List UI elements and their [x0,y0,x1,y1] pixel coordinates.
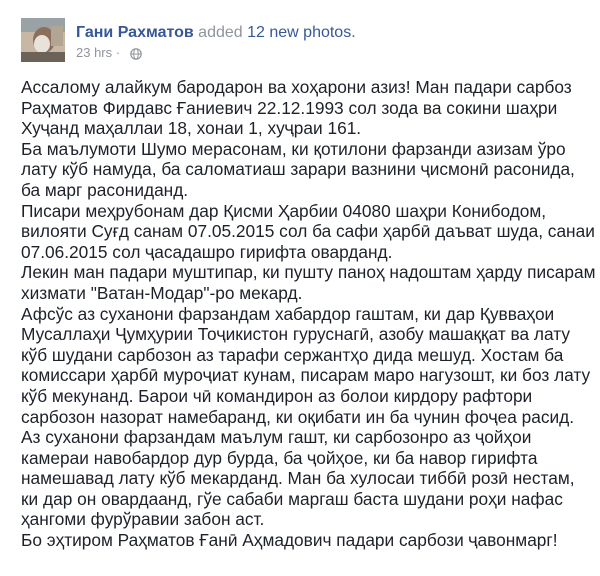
post-body [21,77,596,551]
post-paragraph: Бо эҳтиром Раҳматов Ғанӣ Аҳмадович падари сарбози ҷавонмарг! [21,530,558,551]
meta-separator: · [115,45,121,60]
post-paragraph: Афсўс аз суханони фарзандам хабардор гаштам, ки дар Қувваҳои Мусаллаҳи Ҷумҳурии Тоҷикистон гуруснагӣ, азобу машаққат ва лату кўб шудани сарбозон аз тарафи сержантҳо дида мешуд. Хостам ба комиссари ҳарбӣ муроҷиат кунам, писарам маро нагузошт, ки боз лату кўб мекунанд. Барои чӣ командирон аз болои кирдору рафтори сарбозон назорат намебаранд, ки оқибати ин ба чунин фоҷеа расид. Аз суханони фарзандам маълум гашт, ки сарбозонро аз ҷойҳои камераи навобардор дур бурда, ба ҷойҳое, ки ба навор гирифта намешавад лату кўб мекарданд. Ман ба хулосаи тиббӣ розӣ нестам, ки дар он овардаанд, гўе сабаби маргаш баста шудани роҳи нафас ҳангоми фурўравии забон аст. [21,303,591,530]
post-meta [76,45,142,64]
post-paragraph: Ба маълумоти Шумо мерасонам, ки қотилони фарзанди азизам ўро лату кўб намуда, ба саломатиаш зарари вазнини ҷисмонӣ расонида, ба марг расониданд. [21,138,575,200]
post-paragraph: Ассалому алайкум бародарон ва хоҳарони азиз! Ман падари сарбоз Раҳматов Фирдавс Ғаниевич 22.12.1993 сол зода ва сокини шаҳри Хуҷанд маҳаллаи 18, хонаи 1, хуҷраи 161. [21,77,572,139]
new-photos-link[interactable]: 12 new photos. [247,24,356,41]
author-line [76,23,356,43]
avatar-photo-icon [21,18,65,62]
author-name-link[interactable]: Гани Рахматов [76,24,194,41]
action-text: added [198,24,243,41]
post-paragraph: Лекин ман падари муштипар, ки пушту паноҳ надоштам ҳарду писарам хизмати "Ватан-Модар"-ро мекард. [21,262,596,303]
post-paragraph: Писари меҳрубонам дар Қисми Ҳарбии 04080 шаҳри Конибодом, вилояти Суғд санам 07.05.2015 сол ба сафи ҳарбӣ даъват шуда, санаи 07.06.2015 сол ҷасадашро гирифта оварданд. [21,200,595,262]
avatar[interactable] [21,18,65,62]
timestamp-link[interactable]: 23 hrs [76,45,113,60]
globe-icon[interactable] [130,48,142,64]
